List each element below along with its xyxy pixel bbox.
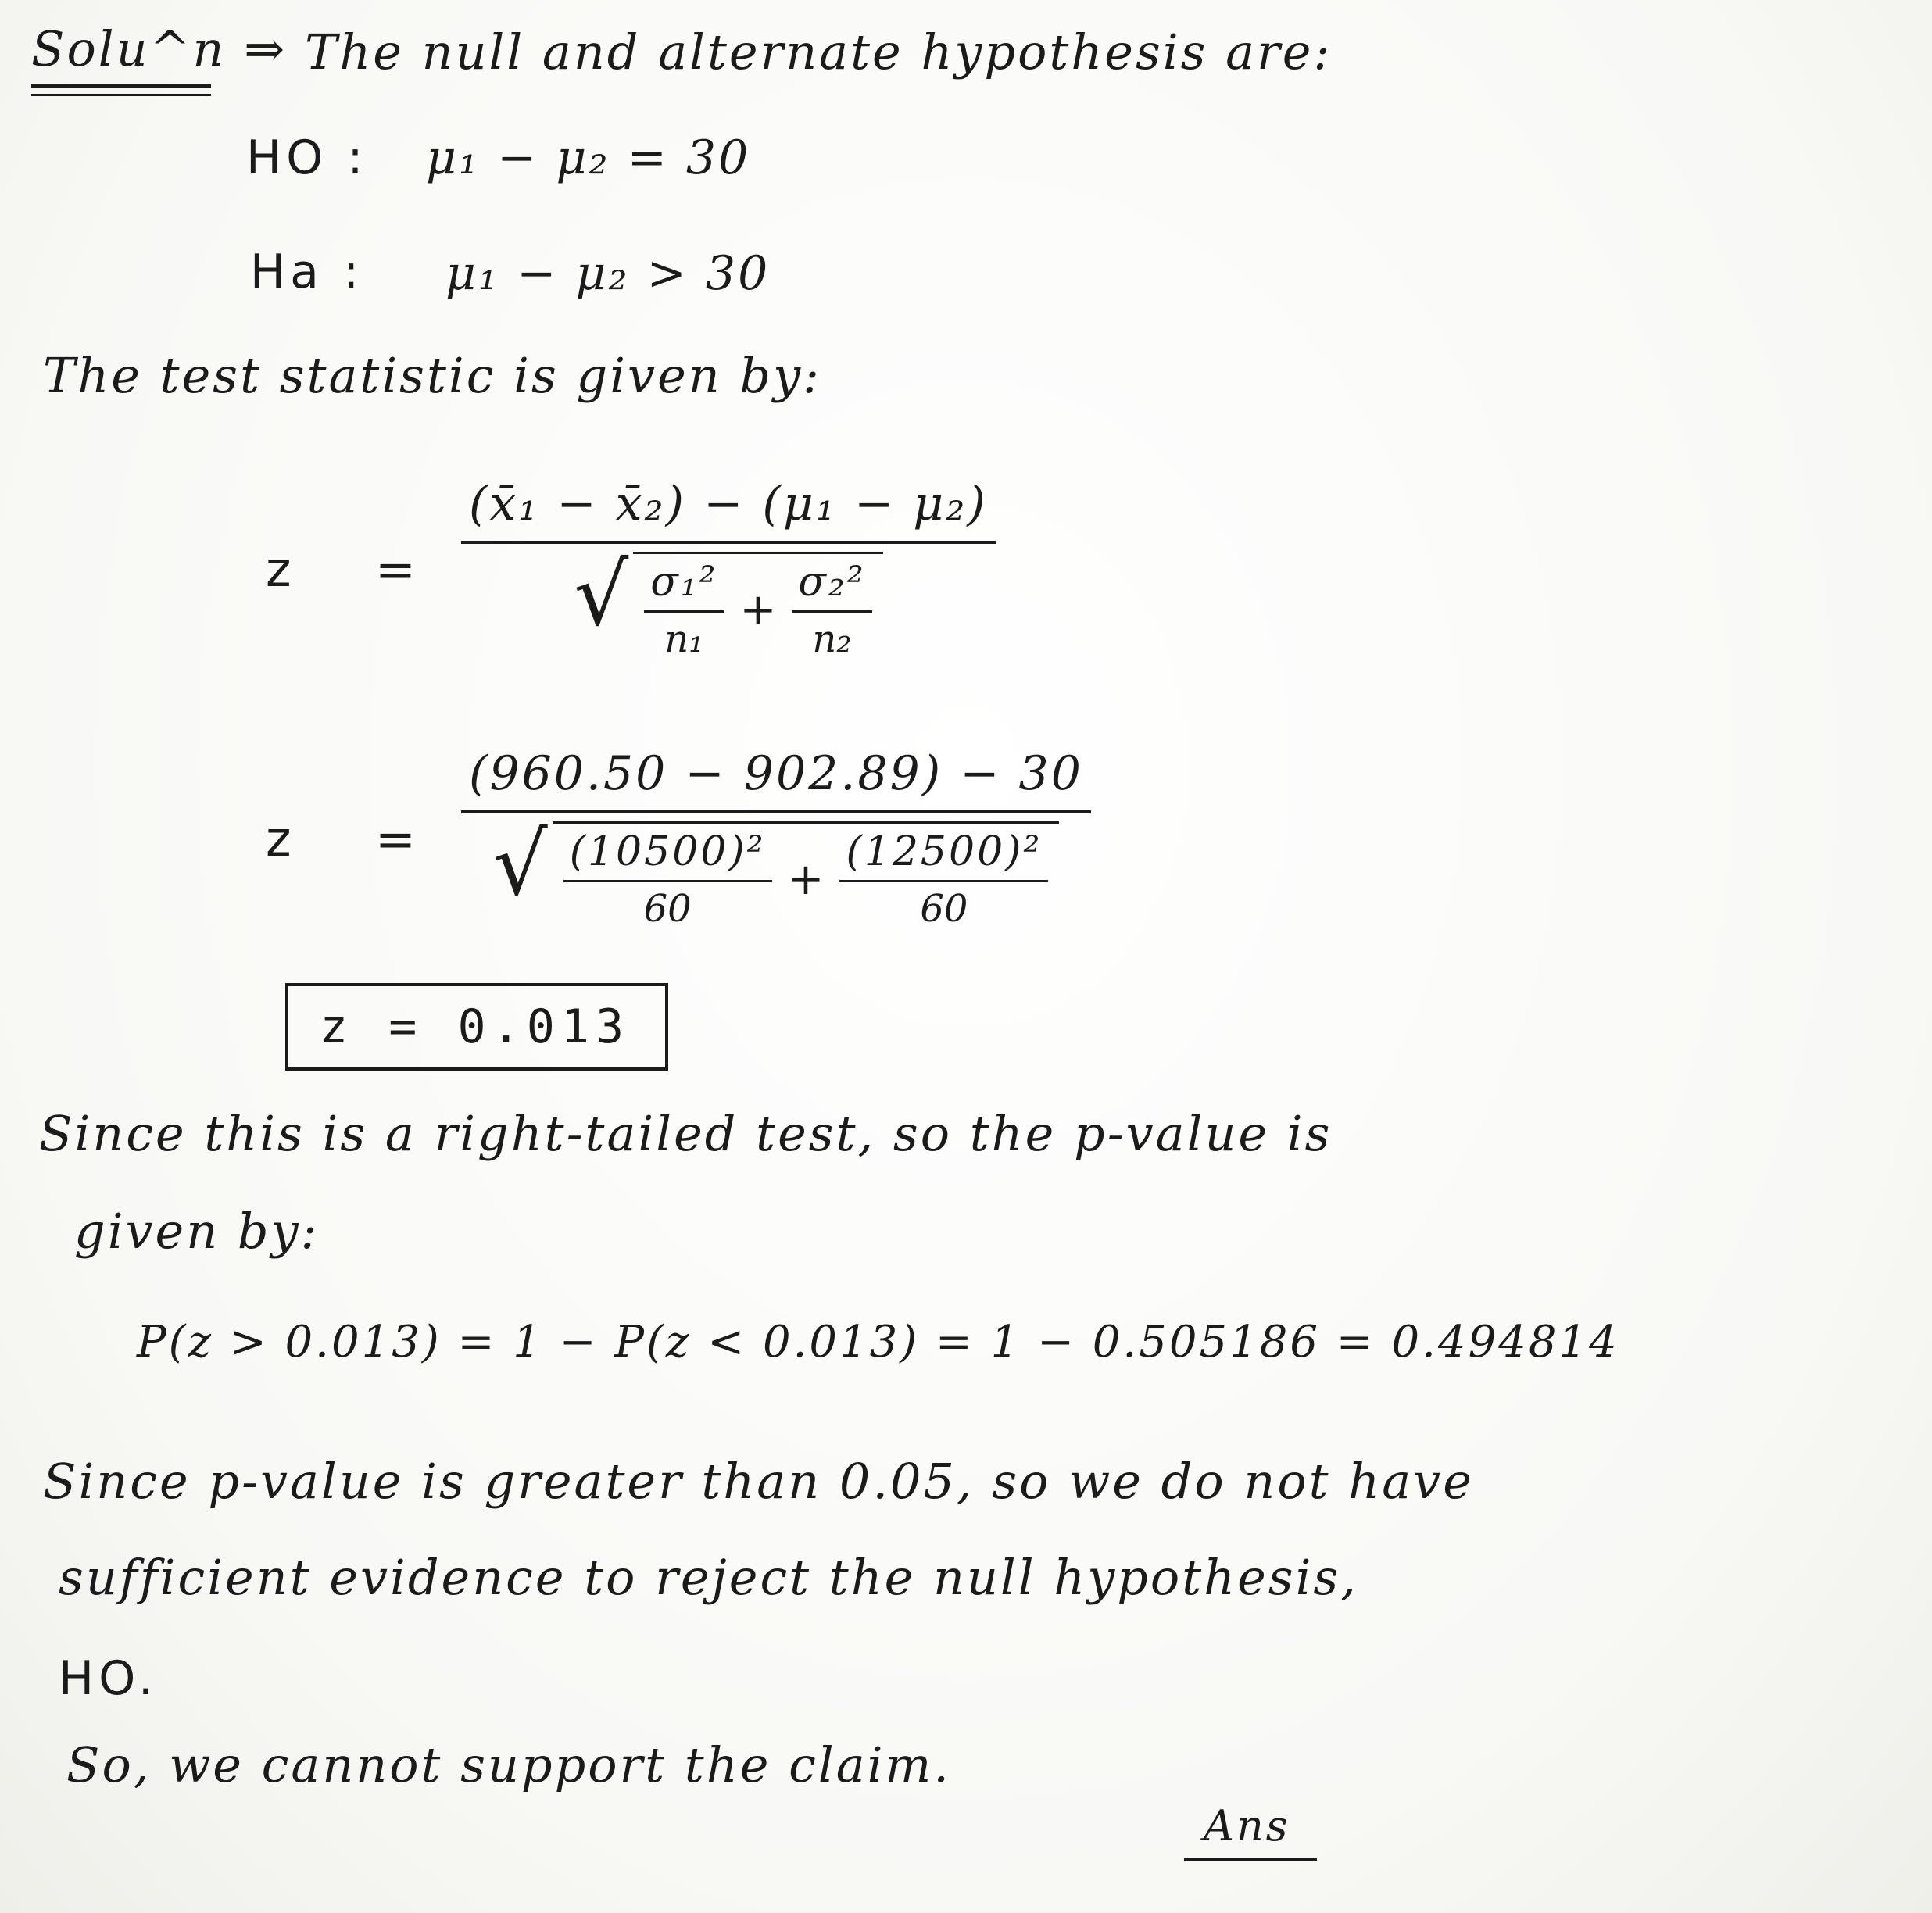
- intro-text: The null and alternate hypothesis are:: [305, 23, 1333, 80]
- sub-term-1-bottom: 60: [643, 887, 692, 931]
- z-result-box: [285, 983, 668, 1071]
- radicand: [633, 552, 882, 661]
- conclusion-line-3: HO.: [59, 1651, 158, 1706]
- z-formula: [266, 477, 996, 661]
- z-symbol: z: [266, 540, 292, 598]
- variance-term-2: [792, 559, 871, 661]
- n2: n₂: [812, 617, 852, 661]
- pvalue-intro-line-2: given by:: [74, 1203, 320, 1260]
- equals-sign: =: [375, 540, 416, 598]
- plus-sign: +: [739, 585, 777, 635]
- sub-term-1: [564, 828, 772, 931]
- substitution-numerator: (960.50 − 902.89) − 30: [469, 746, 1083, 801]
- equals-sign-2: =: [375, 810, 416, 867]
- ha-label: Ha :: [250, 245, 364, 299]
- pvalue-calculation: P(z > 0.013) = 1 − P(z < 0.013) = 1 − 0.505186 = 0.494814: [137, 1317, 1619, 1368]
- conclusion-line-2: sufficient evidence to reject the null hypothesis,: [59, 1549, 1358, 1606]
- z-result: z = 0.013: [320, 999, 631, 1054]
- h0-label: HO :: [246, 131, 368, 185]
- sub-term-2: [839, 828, 1048, 931]
- radicand-2: [553, 821, 1060, 931]
- final-statement: So, we cannot support the claim.: [66, 1736, 951, 1793]
- ha-expression: μ₁ − μ₂ > 30: [445, 246, 771, 301]
- sqrt-icon: √: [574, 545, 629, 645]
- plus-sign-2: +: [787, 854, 825, 905]
- answer-mark: Ans: [1204, 1801, 1290, 1850]
- z-substitution-fraction: [461, 746, 1091, 931]
- substitution-denominator: [493, 813, 1060, 931]
- solution-underline-2: [31, 94, 211, 96]
- h0-expression: μ₁ − μ₂ = 30: [426, 131, 751, 185]
- answer-underline: [1184, 1858, 1317, 1861]
- pvalue-intro-line-1: Since this is a right-tailed test, so the p-value is: [39, 1105, 1333, 1162]
- variance-term-1: [644, 559, 724, 661]
- z-fraction: [461, 477, 996, 661]
- sub-term-1-top: (10500)²: [569, 828, 766, 875]
- z-symbol-2: z: [266, 810, 292, 867]
- test-stat-intro: The test statistic is given by:: [43, 347, 821, 404]
- conclusion-line-1: Since p-value is greater than 0.05, so we do not have: [43, 1453, 1474, 1510]
- sqrt-icon-2: √: [492, 814, 548, 914]
- solution-underline: [31, 84, 211, 88]
- z-substitution: [266, 746, 1091, 931]
- sigma2-squared: σ₂²: [798, 559, 866, 606]
- formula-numerator: (x̄₁ − x̄₂) − (μ₁ − μ₂): [469, 477, 988, 531]
- sub-term-2-top: (12500)²: [846, 828, 1043, 875]
- formula-denominator: [574, 544, 882, 661]
- solution-label: Solu^n ⇒: [31, 20, 288, 77]
- sigma1-squared: σ₁²: [650, 559, 718, 606]
- sub-term-2-bottom: 60: [920, 887, 968, 931]
- n1: n₁: [664, 617, 704, 661]
